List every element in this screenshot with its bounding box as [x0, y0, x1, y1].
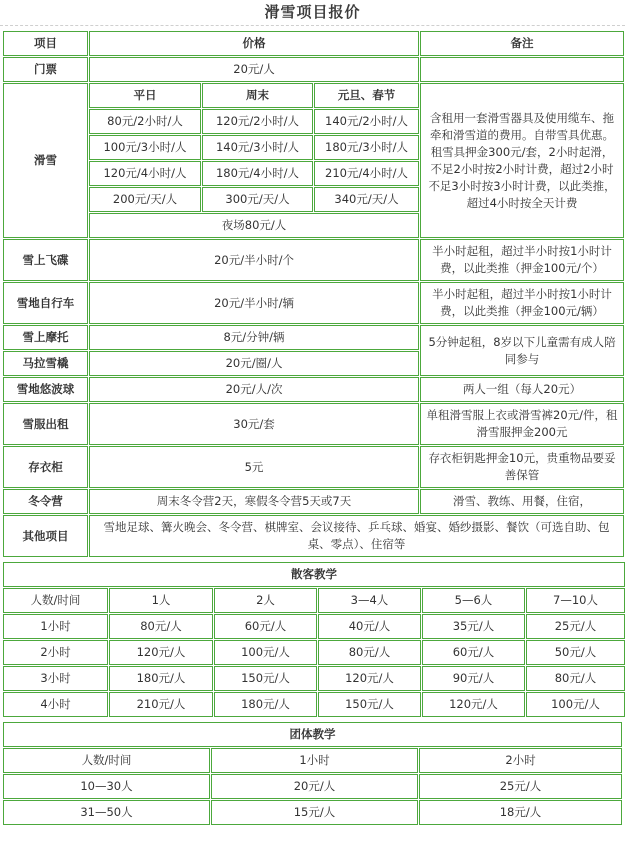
ski-price-holiday-day: 340元/天/人	[314, 187, 419, 212]
individual-price-3h-2p: 150元/人	[214, 666, 317, 691]
row-price-snow-tube: 20元/半小时/个	[89, 239, 419, 281]
individual-price-3h-3to4p: 120元/人	[318, 666, 421, 691]
row-label-ticket: 门票	[3, 57, 88, 82]
table-row-zorb-ball	[3, 377, 624, 402]
row-price-winter-camp: 周末冬令营2天，寒假冬令营5天或7天	[89, 489, 419, 514]
individual-price-2h-3to4p: 80元/人	[318, 640, 421, 665]
ski-subheader-weekday: 平日	[89, 83, 201, 108]
row-label-ski: 滑雪	[3, 83, 88, 238]
row-note-zorb-ball: 两人一组（每人20元）	[420, 377, 624, 402]
individual-lessons-table	[2, 561, 625, 718]
section-title-individual: 散客教学	[3, 562, 625, 587]
header-item: 项目	[3, 31, 88, 56]
group-price-31to50-1h: 15元/人	[211, 800, 418, 825]
ski-price-holiday-2h: 140元/2小时/人	[314, 109, 419, 134]
table-row-snow-tube	[3, 239, 624, 281]
group-header-1h: 1小时	[211, 748, 418, 773]
row-text-other-items: 雪地足球、篝火晚会、冬令营、棋牌室、会议接待、乒乓球、婚宴、婚纱摄影、餐饮（可选自助、包桌、零点）、住宿等	[89, 515, 624, 557]
header-price: 价格	[89, 31, 419, 56]
group-price-31to50-2h: 18元/人	[419, 800, 622, 825]
ski-price-holiday-4h: 210元/4小时/人	[314, 161, 419, 186]
row-price-zorb-ball: 20元/人/次	[89, 377, 419, 402]
individual-section-header-row	[3, 562, 625, 587]
individual-row-label-3h: 3小时	[3, 666, 108, 691]
table-row	[3, 774, 622, 799]
table-row	[3, 800, 622, 825]
row-label-horse-sleigh: 马拉雪橇	[3, 351, 88, 376]
individual-price-1h-3to4p: 40元/人	[318, 614, 421, 639]
group-header-label: 人数/时间	[3, 748, 210, 773]
individual-price-2h-7to10p: 50元/人	[526, 640, 625, 665]
group-section-header-row	[3, 722, 622, 747]
individual-row-label-1h: 1小时	[3, 614, 108, 639]
table-row-suit-rental	[3, 403, 624, 445]
table-row-snowmobile	[3, 325, 624, 350]
individual-price-4h-2p: 180元/人	[214, 692, 317, 717]
individual-price-3h-5to6p: 90元/人	[422, 666, 525, 691]
row-price-snow-bike: 20元/半小时/辆	[89, 282, 419, 324]
table-row-ticket	[3, 57, 624, 82]
individual-price-4h-5to6p: 120元/人	[422, 692, 525, 717]
table-row-snow-bike	[3, 282, 624, 324]
row-price-snowmobile: 8元/分钟/辆	[89, 325, 419, 350]
individual-header-5to6p: 5—6人	[422, 588, 525, 613]
individual-header-1p: 1人	[109, 588, 213, 613]
individual-header-2p: 2人	[214, 588, 317, 613]
individual-price-4h-7to10p: 100元/人	[526, 692, 625, 717]
row-note-winter-camp: 滑雪、教练、用餐，住宿，	[420, 489, 624, 514]
individual-price-1h-5to6p: 35元/人	[422, 614, 525, 639]
group-column-header-row	[3, 748, 622, 773]
row-label-suit-rental: 雪服出租	[3, 403, 88, 445]
ski-price-weekday-3h: 100元/3小时/人	[89, 135, 201, 160]
row-note-snow-bike: 半小时起租，超过半小时按1小时计费，以此类推（押金100元/辆）	[420, 282, 624, 324]
individual-header-label: 人数/时间	[3, 588, 108, 613]
row-note-suit-rental: 单租滑雪服上衣或滑雪裤20元/件，租滑雪服押金200元	[420, 403, 624, 445]
title-divider	[0, 25, 625, 26]
table-row-ski-subheader	[3, 83, 624, 108]
individual-price-3h-7to10p: 80元/人	[526, 666, 625, 691]
group-row-label-10to30: 10—30人	[3, 774, 210, 799]
individual-price-2h-2p: 100元/人	[214, 640, 317, 665]
row-label-snow-bike: 雪地自行车	[3, 282, 88, 324]
table-row-winter-camp	[3, 489, 624, 514]
table-row	[3, 614, 625, 639]
individual-price-4h-1p: 210元/人	[109, 692, 213, 717]
ski-price-weekend-2h: 120元/2小时/人	[202, 109, 313, 134]
ski-price-weekday-2h: 80元/2小时/人	[89, 109, 201, 134]
section-title-group: 团体教学	[3, 722, 622, 747]
page-title: 滑雪项目报价	[264, 3, 361, 21]
table-header-row	[3, 31, 624, 56]
group-header-2h: 2小时	[419, 748, 622, 773]
main-price-table	[2, 30, 625, 558]
ski-price-weekend-4h: 180元/4小时/人	[202, 161, 313, 186]
table-row	[3, 640, 625, 665]
table-row-other-items	[3, 515, 624, 557]
row-note-locker: 存衣柜钥匙押金10元，贵重物品要妥善保管	[420, 446, 624, 488]
individual-price-4h-3to4p: 150元/人	[318, 692, 421, 717]
group-price-10to30-1h: 20元/人	[211, 774, 418, 799]
ski-price-night: 夜场80元/人	[89, 213, 419, 238]
individual-price-3h-1p: 180元/人	[109, 666, 213, 691]
individual-row-label-4h: 4小时	[3, 692, 108, 717]
row-note-snowmobile: 5分钟起租，8岁以下儿童需有成人陪同参与	[420, 325, 624, 376]
individual-header-3to4p: 3—4人	[318, 588, 421, 613]
individual-price-2h-5to6p: 60元/人	[422, 640, 525, 665]
ski-subheader-holiday: 元旦、春节	[314, 83, 419, 108]
row-note-snow-tube: 半小时起租，超过半小时按1小时计费，以此类推（押金100元/个）	[420, 239, 624, 281]
ski-price-weekday-day: 200元/天/人	[89, 187, 201, 212]
row-note-ticket	[420, 57, 624, 82]
individual-header-7to10p: 7—10人	[526, 588, 625, 613]
row-label-other-items: 其他项目	[3, 515, 88, 557]
ski-price-weekday-4h: 120元/4小时/人	[89, 161, 201, 186]
table-row	[3, 666, 625, 691]
row-note-ski: 含租用一套滑雪器具及使用缆车、拖牵和滑雪道的费用。自带雪具优惠。租雪具押金300元/套，2小时起滑，不足2小时按2小时计费，超过2小时不足3小时按3小时计费，以此类推，超过4小时按全天计费	[420, 83, 624, 238]
individual-row-label-2h: 2小时	[3, 640, 108, 665]
ski-price-weekend-3h: 140元/3小时/人	[202, 135, 313, 160]
table-row-locker	[3, 446, 624, 488]
individual-price-1h-7to10p: 25元/人	[526, 614, 625, 639]
row-price-locker: 5元	[89, 446, 419, 488]
row-price-suit-rental: 30元/套	[89, 403, 419, 445]
individual-price-1h-1p: 80元/人	[109, 614, 213, 639]
row-label-snowmobile: 雪上摩托	[3, 325, 88, 350]
individual-column-header-row	[3, 588, 625, 613]
row-label-winter-camp: 冬令营	[3, 489, 88, 514]
row-price-ticket: 20元/人	[89, 57, 419, 82]
individual-price-1h-2p: 60元/人	[214, 614, 317, 639]
group-price-10to30-2h: 25元/人	[419, 774, 622, 799]
row-label-zorb-ball: 雪地悠波球	[3, 377, 88, 402]
individual-price-2h-1p: 120元/人	[109, 640, 213, 665]
row-label-snow-tube: 雪上飞碟	[3, 239, 88, 281]
group-row-label-31to50: 31—50人	[3, 800, 210, 825]
table-row	[3, 692, 625, 717]
ski-price-holiday-3h: 180元/3小时/人	[314, 135, 419, 160]
ski-subheader-weekend: 周末	[202, 83, 313, 108]
ski-price-weekend-day: 300元/天/人	[202, 187, 313, 212]
group-lessons-table	[2, 721, 623, 826]
header-note: 备注	[420, 31, 624, 56]
row-price-horse-sleigh: 20元/圈/人	[89, 351, 419, 376]
row-label-locker: 存衣柜	[3, 446, 88, 488]
